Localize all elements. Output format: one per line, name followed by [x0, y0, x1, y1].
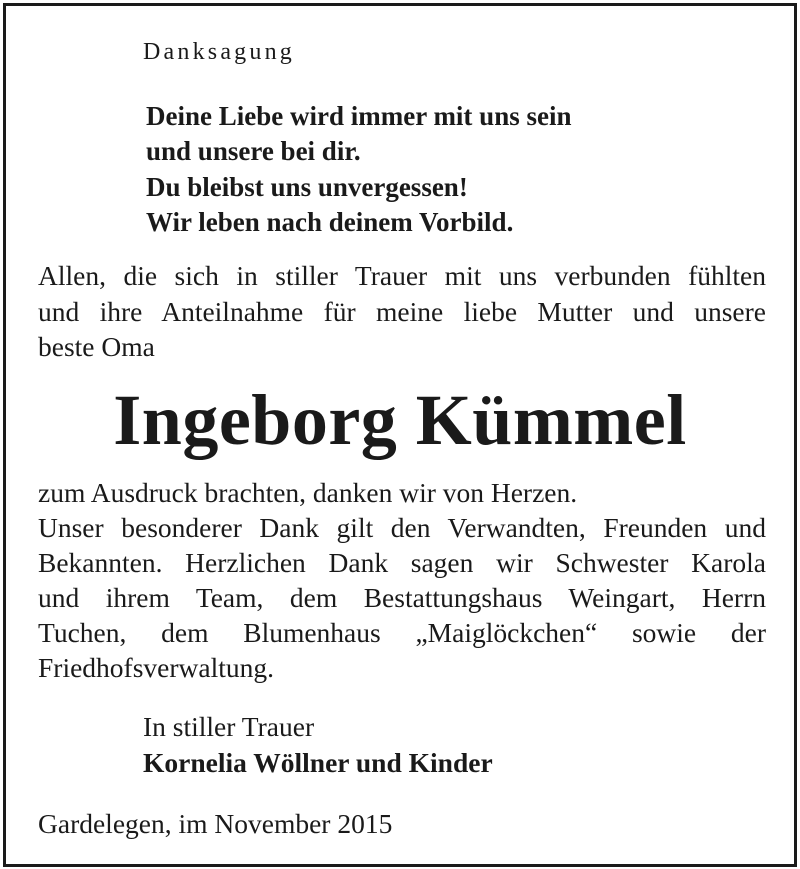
thanks-line: Tuchen, dem Blumenhaus „Maiglöckchen“ sowie der: [38, 617, 766, 648]
signature: Kornelia Wöllner und Kinder: [143, 747, 493, 778]
verse-line: Du bleibst uns unvergessen!: [146, 172, 468, 202]
intro-line: und ihre Anteilnahme für meine liebe Mutter und unsere: [38, 296, 766, 327]
place-date: Gardelegen, im November 2015: [38, 808, 393, 839]
intro-line: Allen, die sich in stiller Trauer mit uns verbunden fühlten: [38, 260, 766, 291]
verse-line: und unsere bei dir.: [146, 136, 361, 166]
thanks-line: zum Ausdruck brachten, danken wir von Herzen.: [38, 477, 578, 508]
thanks-line: und ihrem Team, dem Bestattungshaus Weingart, Herrn: [38, 582, 766, 613]
notice-heading: Danksagung: [143, 39, 295, 65]
thanks-line: Friedhofsverwaltung.: [38, 652, 274, 683]
deceased-name: Ingeborg Kümmel: [113, 380, 687, 460]
thanks-line: Bekannten. Herzlichen Dank sagen wir Schwester Karola: [38, 547, 766, 578]
obituary-notice: [3, 3, 797, 867]
verse-line: Wir leben nach deinem Vorbild.: [146, 207, 514, 237]
thanks-line: Unser besonderer Dank gilt den Verwandten, Freunden und: [38, 512, 766, 543]
intro-line: beste Oma: [38, 331, 155, 362]
closing-phrase: In stiller Trauer: [143, 711, 315, 742]
verse-line: Deine Liebe wird immer mit uns sein: [146, 101, 572, 131]
